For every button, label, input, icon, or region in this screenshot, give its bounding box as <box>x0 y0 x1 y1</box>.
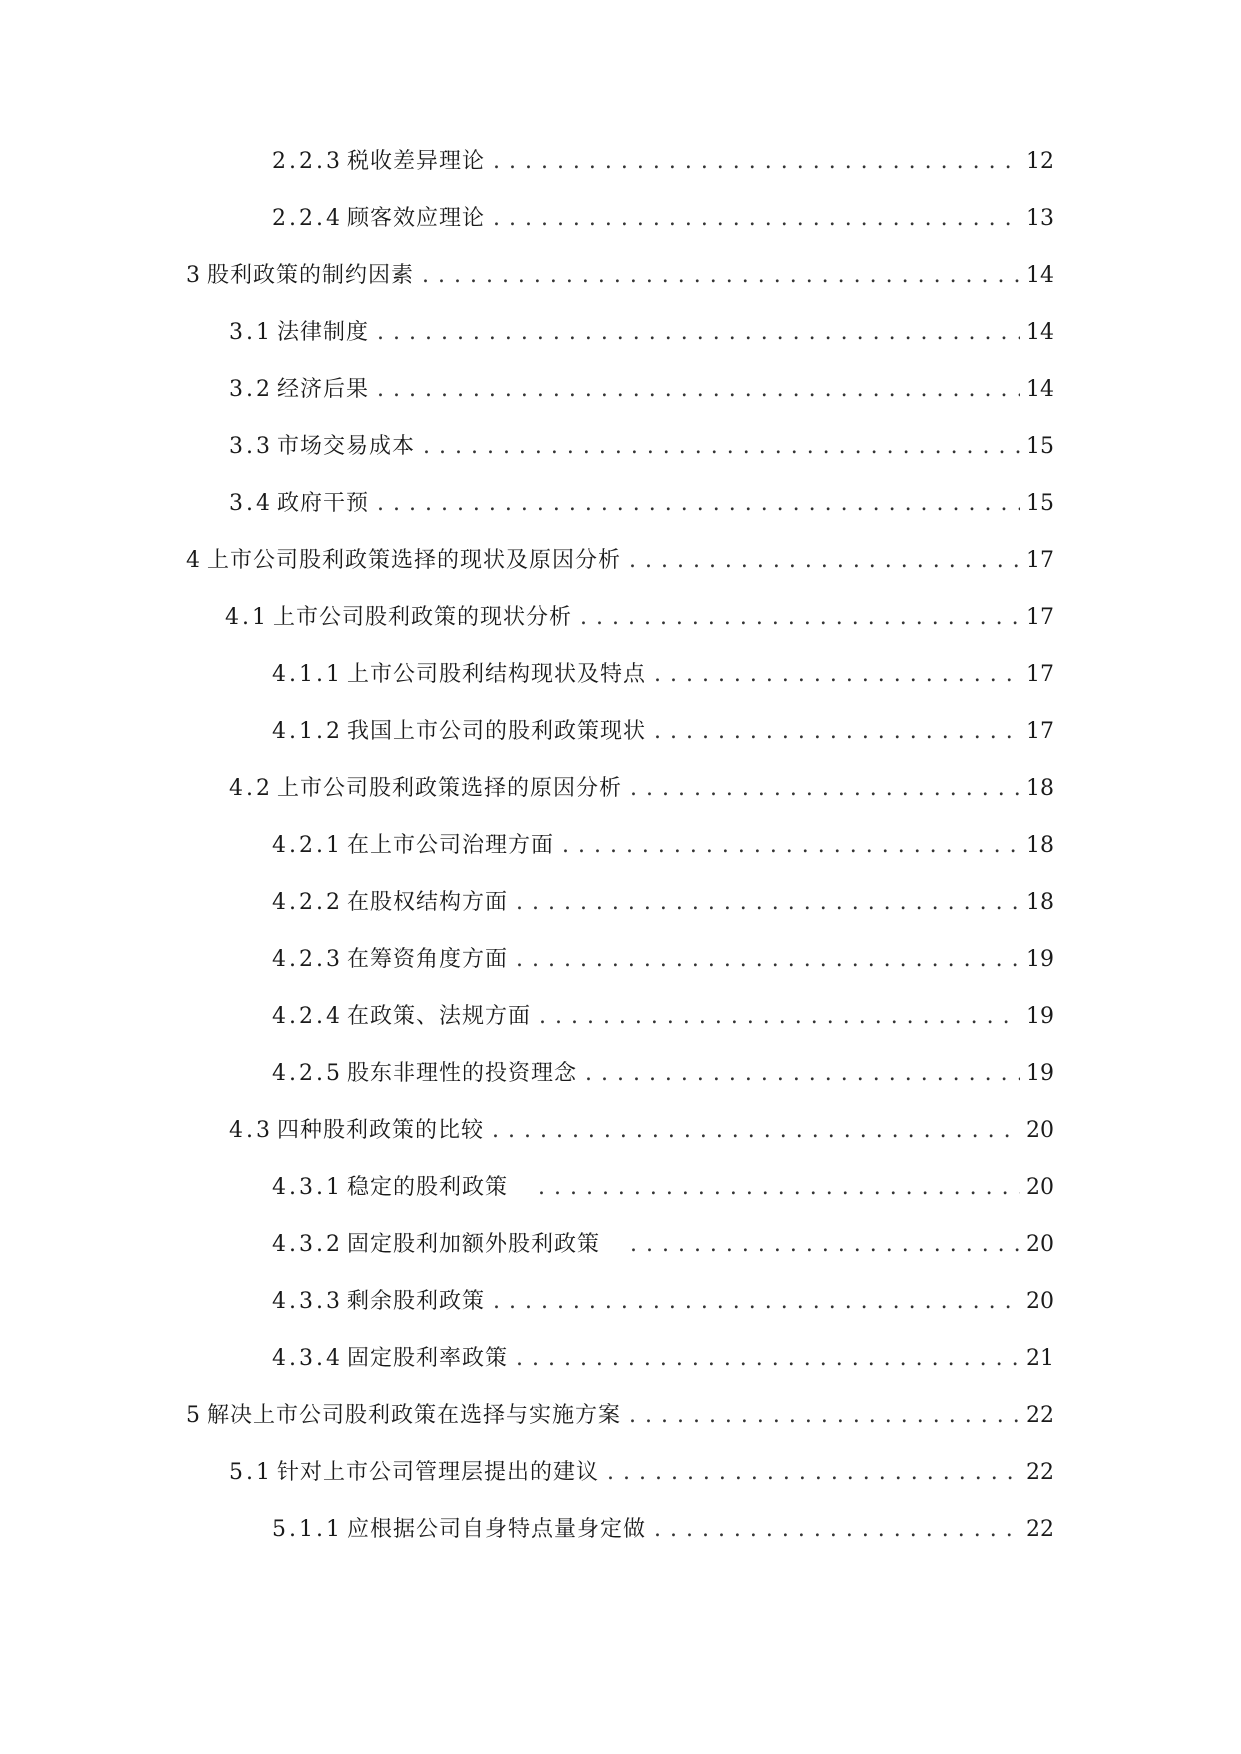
toc-leader-dots <box>654 658 1020 692</box>
toc-entry-number: 4.3 <box>229 1118 273 1143</box>
toc-entry-number: 4.3.3 <box>272 1289 343 1314</box>
toc-entry-title: 税收差异理论 <box>346 149 485 174</box>
toc-leader-dots <box>607 1456 1020 1490</box>
toc-entry-title: 稳定的股利政策 <box>346 1175 508 1200</box>
toc-entry-page: 17 <box>1026 662 1054 687</box>
toc-entry-4-2-3[interactable] <box>272 943 1054 977</box>
toc-entry-title: 针对上市公司管理层提出的建议 <box>277 1460 600 1485</box>
toc-entry-4[interactable] <box>186 544 1054 578</box>
toc-entry-number: 4.2.4 <box>272 1004 343 1029</box>
toc-entry-page: 17 <box>1026 548 1054 573</box>
toc-leader-dots <box>492 1114 1020 1148</box>
toc-entry-page: 17 <box>1026 605 1054 630</box>
toc-entry-number: 3.4 <box>229 491 273 516</box>
toc-leader-dots <box>493 202 1020 236</box>
toc-leader-dots <box>654 715 1020 749</box>
toc-entry-title: 股利政策的制约因素 <box>207 263 415 288</box>
toc-entry-number: 4.3.4 <box>272 1346 343 1371</box>
toc-entry-4-2-1[interactable] <box>272 829 1054 863</box>
toc-entry-number: 3.3 <box>229 434 273 459</box>
toc-leader-dots <box>493 1285 1020 1319</box>
toc-leader-dots <box>629 544 1020 578</box>
toc-entry-number: 3.1 <box>229 320 273 345</box>
toc-entry-4-2-5[interactable] <box>272 1057 1054 1091</box>
toc-entry-title: 上市公司股利结构现状及特点 <box>346 662 646 687</box>
toc-leader-dots <box>377 316 1020 350</box>
toc-entry-5-1[interactable] <box>229 1456 1054 1490</box>
toc-entry-page: 14 <box>1026 263 1054 288</box>
toc-leader-dots <box>493 145 1020 179</box>
toc-entry-number: 2.2.3 <box>272 149 343 174</box>
toc-entry-4-1-2[interactable] <box>272 715 1054 749</box>
toc-entry-page: 15 <box>1026 491 1054 516</box>
toc-entry-number: 4.3.2 <box>272 1232 343 1257</box>
toc-entry-page: 14 <box>1026 320 1054 345</box>
toc-entry-title: 剩余股利政策 <box>346 1289 485 1314</box>
toc-entry-title: 应根据公司自身特点量身定做 <box>346 1517 646 1542</box>
toc-entry-number: 4.1.2 <box>272 719 343 744</box>
toc-entry-5[interactable] <box>186 1399 1054 1433</box>
toc-entry-3-3[interactable] <box>229 430 1054 464</box>
toc-entry-number: 2.2.4 <box>272 206 343 231</box>
toc-entry-title: 在上市公司治理方面 <box>346 833 554 858</box>
toc-entry-title: 四种股利政策的比较 <box>277 1118 485 1143</box>
toc-entry-number: 4 <box>186 548 203 573</box>
toc-entry-page: 20 <box>1026 1232 1054 1257</box>
toc-entry-number: 4.2.3 <box>272 947 343 972</box>
toc-entry-title: 法律制度 <box>277 320 370 345</box>
toc-entry-3[interactable] <box>186 259 1054 293</box>
toc-entry-4-3-1[interactable] <box>272 1171 1054 1205</box>
toc-entry-4-2-2[interactable] <box>272 886 1054 920</box>
toc-leader-dots <box>516 886 1020 920</box>
toc-entry-page: 17 <box>1026 719 1054 744</box>
toc-entry-page: 21 <box>1026 1346 1054 1371</box>
toc-leader-dots <box>630 1228 1020 1262</box>
toc-entry-number: 4.2.2 <box>272 890 343 915</box>
toc-entry-page: 19 <box>1026 1061 1054 1086</box>
toc-entry-number: 4.2.5 <box>272 1061 343 1086</box>
toc-entry-title: 上市公司股利政策选择的现状及原因分析 <box>207 548 622 573</box>
toc-entry-title: 股东非理性的投资理念 <box>346 1061 577 1086</box>
toc-entry-title: 上市公司股利政策的现状分析 <box>273 605 573 630</box>
toc-entry-title: 在股权结构方面 <box>346 890 508 915</box>
toc-entry-4-2[interactable] <box>229 772 1054 806</box>
toc-entry-number: 4.1.1 <box>272 662 343 687</box>
toc-entry-page: 20 <box>1026 1118 1054 1143</box>
toc-entry-page: 18 <box>1026 833 1054 858</box>
toc-leader-dots <box>377 487 1020 521</box>
toc-entry-number: 3.2 <box>229 377 273 402</box>
toc-entry-number: 5.1.1 <box>272 1517 343 1542</box>
toc-entry-title: 经济后果 <box>277 377 370 402</box>
toc-leader-dots <box>422 259 1020 293</box>
toc-entry-title: 上市公司股利政策选择的原因分析 <box>277 776 623 801</box>
toc-leader-dots <box>630 772 1020 806</box>
toc-entry-4-3[interactable] <box>229 1114 1054 1148</box>
toc-entry-3-1[interactable] <box>229 316 1054 350</box>
toc-entry-4-3-2[interactable] <box>272 1228 1054 1262</box>
toc-entry-2-2-3[interactable] <box>272 145 1054 179</box>
toc-entry-page: 18 <box>1026 776 1054 801</box>
toc-entry-title: 顾客效应理论 <box>346 206 485 231</box>
toc-entry-page: 13 <box>1026 206 1054 231</box>
toc-entry-number: 4.1 <box>225 605 269 630</box>
toc-entry-number: 4.2.1 <box>272 833 343 858</box>
toc-entry-page: 22 <box>1026 1403 1054 1428</box>
toc-entry-5-1-1[interactable] <box>272 1513 1054 1547</box>
toc-entry-number: 5 <box>186 1403 203 1428</box>
toc-entry-3-4[interactable] <box>229 487 1054 521</box>
toc-leader-dots <box>377 373 1020 407</box>
toc-entry-number: 5.1 <box>229 1460 273 1485</box>
toc-entry-title: 我国上市公司的股利政策现状 <box>346 719 646 744</box>
toc-entry-page: 20 <box>1026 1289 1054 1314</box>
toc-entry-4-3-4[interactable] <box>272 1342 1054 1376</box>
toc-entry-page: 14 <box>1026 377 1054 402</box>
toc-entry-page: 20 <box>1026 1175 1054 1200</box>
toc-leader-dots <box>562 829 1020 863</box>
toc-entry-title: 固定股利加额外股利政策 <box>346 1232 600 1257</box>
toc-leader-dots <box>538 1171 1020 1205</box>
toc-leader-dots <box>516 943 1020 977</box>
toc-entry-number: 4.3.1 <box>272 1175 343 1200</box>
toc-leader-dots <box>516 1342 1020 1376</box>
toc-entry-3-2[interactable] <box>229 373 1054 407</box>
toc-entry-4-2-4[interactable] <box>272 1000 1054 1034</box>
toc-entry-4-1-1[interactable] <box>272 658 1054 692</box>
toc-entry-title: 在筹资角度方面 <box>346 947 508 972</box>
toc-entry-4-1[interactable] <box>225 601 1054 635</box>
toc-leader-dots <box>580 601 1020 635</box>
toc-entry-title: 固定股利率政策 <box>346 1346 508 1371</box>
toc-leader-dots <box>654 1513 1020 1547</box>
toc-entry-page: 22 <box>1026 1517 1054 1542</box>
toc-leader-dots <box>585 1057 1020 1091</box>
toc-entry-title: 市场交易成本 <box>277 434 416 459</box>
toc-entry-2-2-4[interactable] <box>272 202 1054 236</box>
toc-entry-page: 19 <box>1026 947 1054 972</box>
toc-entry-number: 4.2 <box>229 776 273 801</box>
toc-entry-page: 12 <box>1026 149 1054 174</box>
toc-leader-dots <box>539 1000 1020 1034</box>
toc-entry-title: 解决上市公司股利政策在选择与实施方案 <box>207 1403 622 1428</box>
toc-entry-number: 3 <box>186 263 203 288</box>
toc-leader-dots <box>629 1399 1020 1433</box>
toc-entry-4-3-3[interactable] <box>272 1285 1054 1319</box>
toc-entry-title: 政府干预 <box>277 491 370 516</box>
toc-entry-page: 18 <box>1026 890 1054 915</box>
toc-entry-page: 22 <box>1026 1460 1054 1485</box>
toc-leader-dots <box>423 430 1020 464</box>
toc-entry-page: 19 <box>1026 1004 1054 1029</box>
toc-entry-title: 在政策、法规方面 <box>346 1004 531 1029</box>
toc-entry-page: 15 <box>1026 434 1054 459</box>
